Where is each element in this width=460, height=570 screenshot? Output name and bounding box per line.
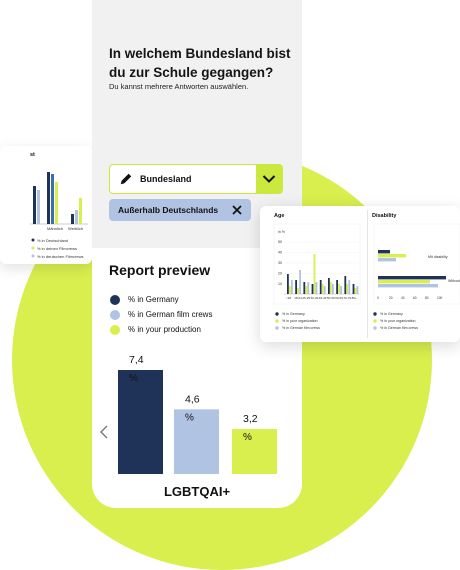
age-legend-dot	[275, 319, 278, 322]
legend-label: % in your production	[128, 325, 201, 334]
age-y-top-label: in %	[278, 230, 285, 234]
bar-unit-label: %	[243, 432, 252, 444]
age-bar	[344, 276, 346, 294]
left-card-legend: % in deutschen Filmcrews	[37, 254, 84, 259]
age-bar	[307, 282, 309, 294]
age-bar	[303, 282, 305, 294]
age-legend-dot	[275, 326, 278, 329]
age-legend-label: % in your organization	[282, 319, 318, 323]
disability-legend-dot	[373, 312, 376, 315]
age-legend-label: % in Germany	[282, 312, 305, 316]
disability-chart-title: Disability	[372, 213, 397, 219]
left-card-title: st	[30, 152, 35, 158]
age-bar	[338, 284, 340, 294]
chart-category-label: LGBTQAI+	[163, 484, 231, 499]
age-bar	[328, 278, 330, 294]
age-bar	[312, 284, 314, 294]
age-bar	[295, 280, 297, 294]
age-x-tick: 50-59	[327, 296, 335, 300]
age-y-tick: 20	[278, 271, 282, 276]
left-card-legend: % in Deutschland	[37, 238, 69, 243]
legend-label: % in German film crews	[128, 310, 213, 319]
disability-x-tick: 20	[389, 296, 393, 300]
age-bar	[305, 286, 307, 294]
disability-x-tick: 40	[401, 296, 405, 300]
disability-bar	[378, 284, 438, 287]
age-x-tick: <18	[286, 296, 292, 300]
age-bar	[355, 288, 357, 294]
bar-2	[174, 409, 219, 474]
age-x-tick: 60-69	[335, 296, 343, 300]
age-bar	[322, 284, 324, 294]
disability-bar	[378, 250, 390, 253]
report-title: Report preview	[109, 262, 211, 278]
left-bar	[33, 186, 36, 224]
bar-value-label: 3,2	[243, 413, 258, 426]
age-bar	[330, 282, 332, 294]
age-x-tick: 25-29	[302, 296, 311, 300]
legend-label: % in Germany	[128, 295, 179, 304]
age-y-tick: 40	[278, 250, 282, 255]
disability-legend-dot	[373, 319, 376, 322]
age-bar	[314, 254, 316, 294]
age-x-tick: 18-24	[294, 296, 302, 300]
disability-bar	[378, 276, 446, 279]
age-bar	[332, 284, 334, 294]
age-legend-label: % in German film crews	[282, 326, 320, 330]
left-bar	[47, 172, 50, 224]
age-chart-title: Age	[274, 213, 285, 219]
age-chart	[260, 206, 460, 342]
left-preview-card	[0, 146, 92, 264]
left-bar	[79, 198, 82, 224]
age-bar	[336, 280, 338, 294]
age-y-tick: 10	[278, 282, 282, 286]
disability-x-tick: 0	[377, 296, 379, 300]
age-y-tick: 30	[278, 261, 282, 265]
age-bar	[287, 274, 289, 294]
age-x-tick: 70-79	[343, 296, 352, 300]
age-bar	[297, 288, 299, 294]
age-bar	[353, 284, 355, 294]
age-bar	[346, 284, 348, 294]
disability-bar	[378, 258, 396, 261]
bar-3	[232, 429, 277, 474]
disability-bar	[378, 254, 406, 257]
left-bar	[75, 210, 78, 224]
age-bar	[340, 286, 342, 294]
bar-unit-label: %	[129, 373, 138, 384]
age-x-tick: 30-39	[310, 296, 319, 300]
age-y-tick: 50	[278, 240, 282, 244]
chip-label: Außerhalb Deutschlands	[118, 205, 219, 215]
age-bar	[291, 280, 293, 294]
bar-value-label: 7,4	[129, 354, 144, 366]
disability-legend-dot	[373, 326, 376, 329]
age-bar	[348, 280, 350, 294]
disability-cat-label: Mit disability	[428, 255, 448, 259]
left-bar	[51, 174, 54, 224]
disability-x-tick: 100	[437, 296, 443, 300]
age-x-tick: 40-49	[318, 296, 327, 300]
age-bar	[316, 282, 318, 294]
bar-1	[118, 370, 163, 474]
disability-cat-label: Without	[448, 279, 460, 283]
disability-bar	[378, 280, 430, 283]
age-bar	[357, 286, 359, 294]
age-x-tick: 80+	[351, 296, 357, 300]
age-bar	[320, 280, 322, 294]
age-bar	[289, 286, 291, 294]
age-bar	[299, 270, 301, 294]
age-legend-dot	[275, 312, 278, 315]
select-label: Bundesland	[140, 174, 192, 184]
left-bar	[55, 182, 58, 224]
disability-x-tick: 80	[425, 296, 429, 300]
bar-unit-label: %	[185, 412, 194, 424]
left-card-cat: Männlich	[47, 226, 64, 231]
left-card-cat: Weiblich	[68, 226, 84, 231]
bar-value-label: 4,6	[185, 393, 200, 406]
left-bar	[71, 214, 74, 224]
disability-legend-label: % in Germany	[380, 312, 403, 316]
left-bar	[37, 190, 40, 224]
question-title: In welchem Bundesland bist du zur Schule gegangen?	[109, 46, 291, 80]
right-preview-card	[260, 206, 460, 342]
disability-legend-label: % in your organization	[380, 319, 416, 323]
age-bar	[324, 286, 326, 294]
left-card-legend: % in deinen Filmcrews	[37, 246, 78, 251]
disability-x-tick: 60	[413, 296, 417, 300]
question-subtitle: Du kannst mehrere Antworten auswählen.	[109, 82, 249, 91]
disability-legend-label: % in German film crews	[380, 326, 418, 330]
